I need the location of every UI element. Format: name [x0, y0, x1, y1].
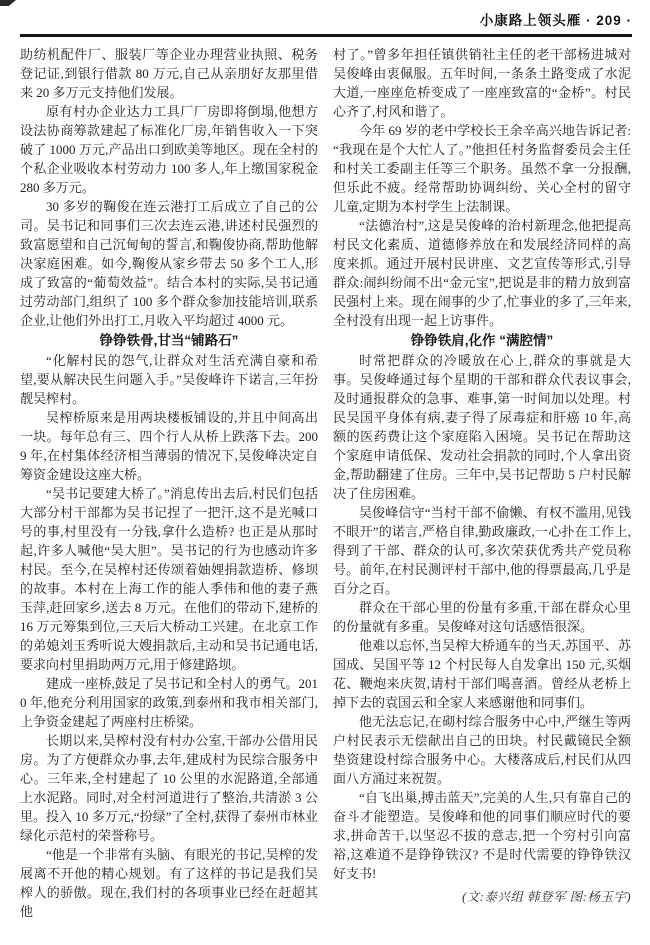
article-column-left	[20, 45, 318, 921]
paragraph: “法德治村”,这是吴俊峰的治村新理念,他把提高村民文化素质、道德修养放在和发展经济同样的高度来抓。通过开展村民讲座、文艺宣传等形式,引导群众:闹纠纷闹不出“金元宝”,把说是非的精力放到富民强村上来。现在闹事的少了,忙事业的多了,三年来,全村没有出现一起上访事件。	[333, 218, 631, 328]
header-divider	[20, 34, 632, 37]
paragraph: 群众在干部心里的份量有多重,干部在群众心里的份量就有多重。吴俊峰对这句话感悟很深。	[333, 600, 631, 634]
paragraph: 助纺机配件厂、服装厂等企业办理营业执照、税务登记证,到银行借款 80 万元,自己从亲朋好友那里借来 20 多万元支持他们发展。	[20, 47, 318, 100]
page-header	[20, 0, 632, 29]
section-heading: 铮铮铁肩,化作 “满腔情”	[410, 333, 554, 348]
paragraph: 时常把群众的冷暖放在心上,群众的事就是大事。吴俊峰通过每个星期的干部和群众代表议事会,及时通报群众的急事、难事,第一时间加以处理。村民吴国平身体有病,妻子得了尿毒症和肝癌 10 年,高额的医药费让这个家庭陷入困境。吴书记在帮助这个家庭申请低保、发动社会捐款的同时,个人拿出资金,帮助翻建了住房。三年中,吴书记帮助 5 户村民解决了住房困难。	[333, 353, 631, 501]
running-head-title: 小康路上领头雁 · 209 ·	[479, 13, 632, 28]
paragraph: “他是一个非常有头脑、有眼光的书记,吴榨的发展离不开他的精心规划。有了这样的书记是我们吴榨人的骄傲。现在,我们村的各项事业已经在赶超其他	[20, 847, 318, 919]
paragraph: 长期以来,吴榨村没有村办公室,干部办公借用民房。为了方便群众办事,去年,建成村为民综合服务中心。三年来,全村建起了 10 公里的水泥路道,全部通上水泥路。同时,对全村河道进行了整治,共清淤 3 公里。投入 10 多万元,“扮绿”了全村,获得了泰州市林业绿化示范村的荣誉称号。	[20, 733, 318, 843]
paragraph: 他难以忘怀,当吴榨大桥通车的当天,苏国平、苏国成、吴国平等 12 个村民每人自发拿出 150 元,买烟花、鞭炮来庆贺,请村干部们喝喜酒。曾经从老桥上掉下去的袁国云和全家人来感谢他和同事们。	[333, 638, 631, 710]
right-column-text	[333, 45, 631, 883]
paragraph: “化解村民的怨气,让群众对生活充满自豪和希望,要从解决民生问题入手。”吴俊峰许下诺言,三年扮靓吴榨村。	[20, 353, 318, 406]
paragraph: 建成一座桥,鼓足了吴书记和全村人的勇气。2010 年,他充分利用国家的政策,到泰州和我市相关部门,上争资金建起了两座村庄桥梁。	[20, 676, 318, 729]
paragraph: “吴书记要建大桥了。”消息传出去后,村民们包括大部分村干部都为吴书记捏了一把汗,这不是光喊口号的事,村里没有一分钱,拿什么造桥? 也正是从那时起,许多人喊他“吴大胆”。吴书记的行为也感动许多村民。至今,在吴榨村还传颂着妯娌捐款造桥、修坝的故事。本村在上海工作的能人季伟和他的妻子燕玉萍,赶回家乡,送去 8 万元。在他们的带动下,建桥的 16 万元筹集到位,三天后大桥动工兴建。在北京工作的弟媳刘玉秀听说大嫂捐款后,主动和吴书记通电话,要求向村里捐助两万元,用于修建路坝。	[20, 486, 318, 672]
paragraph: 30 多岁的鞠俊在连云港打工后成立了自己的公司。吴书记和同事们三次去连云港,讲述村民强烈的致富愿望和自己沉甸甸的誓言,和鞠俊协商,帮助他解决家庭困难。如今,鞠俊从家乡带去 50 多个工人,形成了致富的“葡萄效益”。结合本村的实际,吴书记通过劳动部门,组织了 100 多个群众参加技能培训,联系企业,让他们外出打工,月收入平均超过 4000 元。	[20, 199, 318, 328]
article-column-right	[333, 45, 631, 921]
byline: (文:泰兴组 韩登军 图:杨玉宇)	[462, 890, 631, 904]
paragraph: “自飞出巢,搏击蓝天”,完美的人生,只有靠自己的奋斗才能塑造。吴俊峰和他的同事们顺应时代的要求,拼命苦干,以坚忍不拔的意志,把一个穷村引向富裕,这难道不是铮铮铁汉? 不是时代需要的铮铮铁汉好支书!	[333, 790, 631, 881]
paragraph: 他无法忘记,在砌村综合服务中心中,严继生等两户村民表示无偿献出自己的田块。村民戴镜民全额垫资建设村综合服务中心。大楼落成后,村民们从四面八方涌过来祝贺。	[333, 714, 631, 786]
section-heading: 铮铮铁骨,甘当“铺路石”	[99, 333, 239, 348]
paragraph: 吴榨桥原来是用两块楼板铺设的,并且中间高出一块。每年总有三、四个行人从桥上跌落下去。2009 年,在村集体经济相当薄弱的情况下,吴俊峰决定自筹资金建设这座大桥。	[20, 410, 318, 482]
paragraph: 今年 69 岁的老中学校长王余辛高兴地告诉记者:“我现在是个大忙人了。”他担任村务监督委员会主任和村关工委副主任等三个职务。虽然不拿一分报酬,但乐此不疲。经常帮助协调纠纷、关心全村的留守儿童,定期为本村学生上法制课。	[333, 123, 631, 214]
paragraph: 村了。”曾多年担任镇供销社主任的老干部杨进城对吴俊峰由衷佩服。五年时间,一条条土路变成了水泥大道,一座座危桥变成了一座座致富的“金桥”。村民心齐了,村风和谐了。	[333, 47, 631, 119]
article-body	[20, 45, 632, 921]
paragraph: 原有村办企业达力工具厂厂房即将倒塌,他想方设法协商筹款建起了标准化厂房,年销售收入一下突破了 1000 万元,产品出口到欧美等地区。现在全村的个私企业吸收本村劳动力 100 多人,年上缴国家税金 280 多万元。	[20, 104, 318, 195]
paragraph: 吴俊峰信守“当村干部不偷懒、有权不滥用,见钱不眼开”的诺言,严格自律,勤政廉政,一心扑在工作上,得到了干部、群众的认可,多次荣获优秀共产党员称号。前年,在村民测评村干部中,他的得票最高,几乎是百分之百。	[333, 505, 631, 596]
